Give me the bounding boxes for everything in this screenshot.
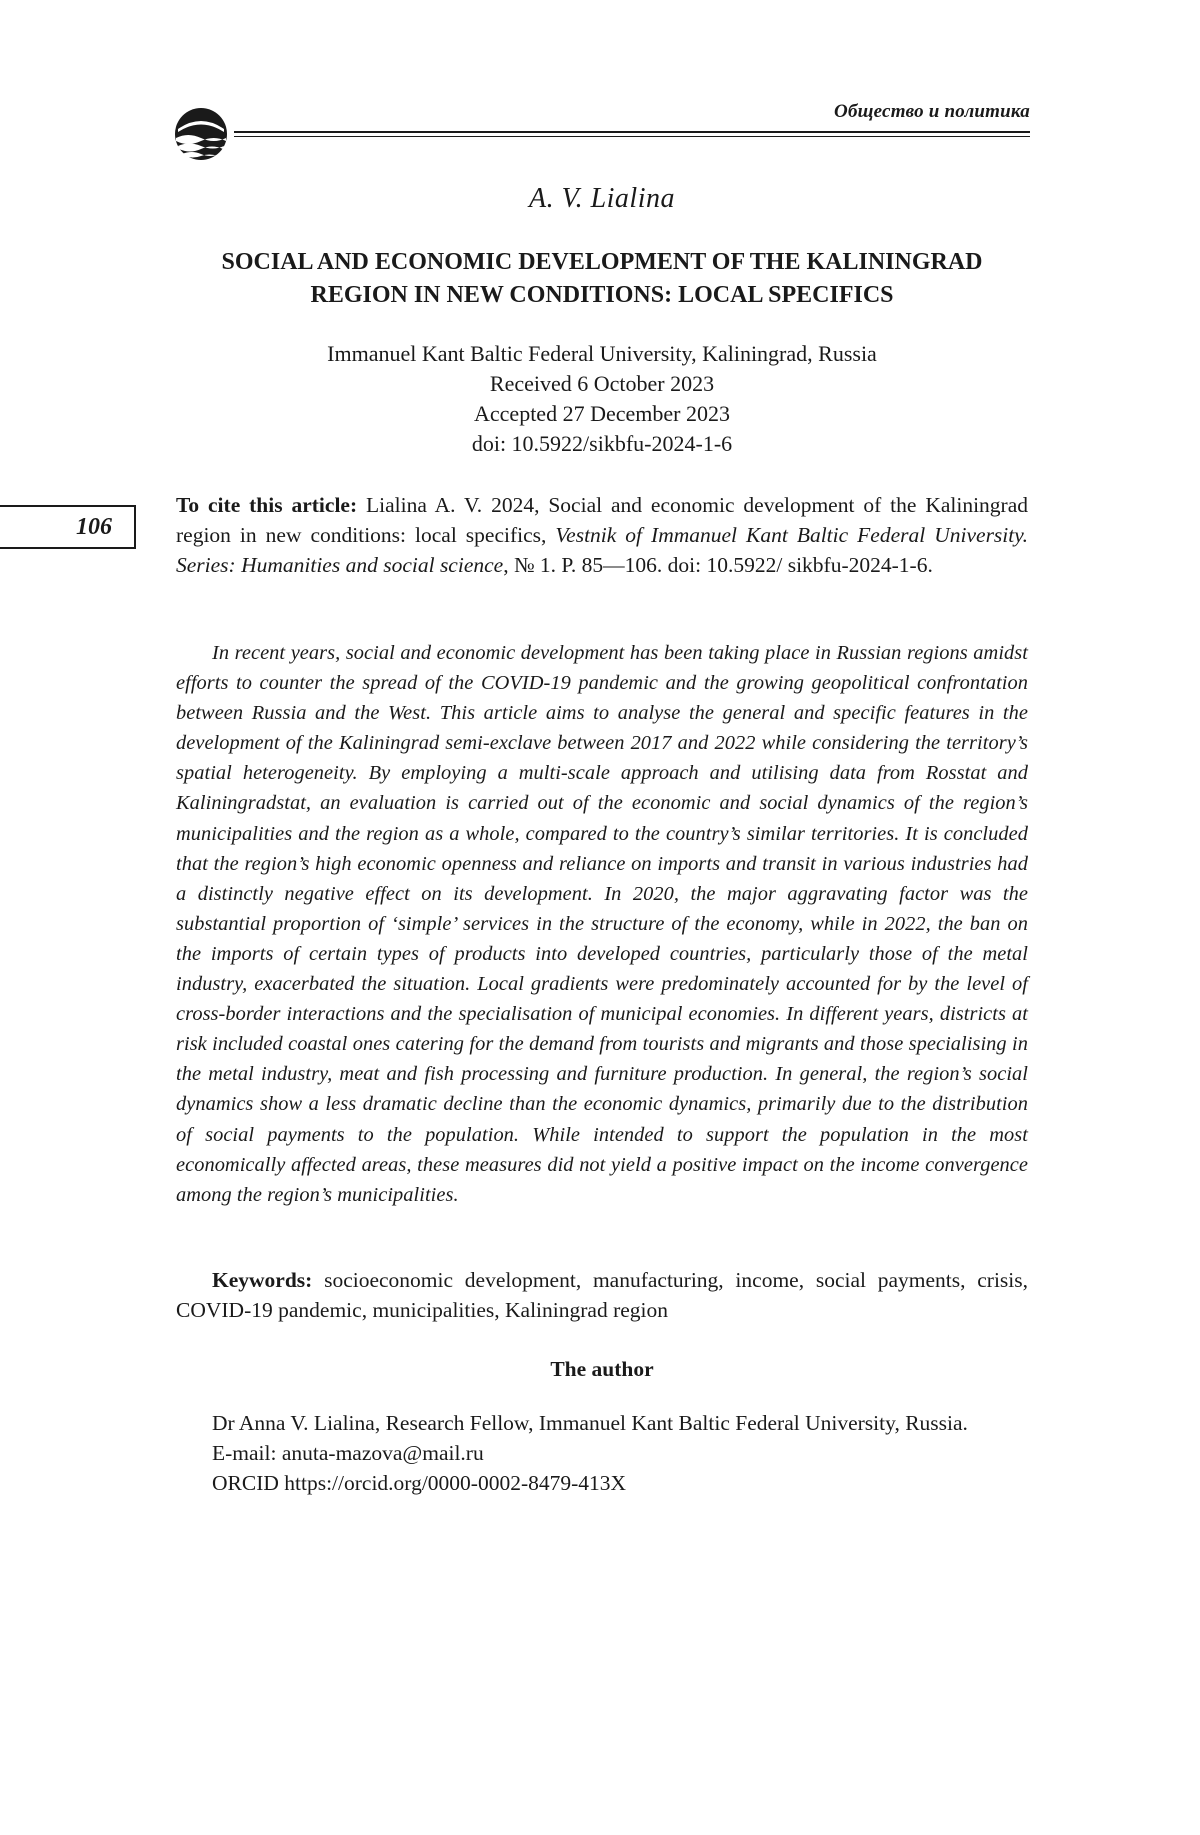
received-date: Received 6 October 2023	[489, 371, 715, 396]
article-author: A. V. Lialina	[528, 183, 675, 214]
keywords-label: Keywords:	[212, 1268, 313, 1292]
citation-pages: , № 1. P. 85—106. doi: 10.5922/ sikbfu-2024-1-6.	[503, 553, 933, 577]
wave-emblem-icon	[172, 105, 230, 163]
citation-text: Lialina A. V. 2024, Social and economic development of the Kaliningrad region in new conditions: local specifics,	[176, 493, 1029, 547]
affiliation: Immanuel Kant Baltic Federal University, Kaliningrad, Russia	[327, 341, 877, 366]
author-orcid: ORCID https://orcid.org/0000-0002-8479-413X	[212, 1471, 627, 1495]
running-header	[172, 95, 1030, 155]
citation-journal: Vestnik of Immanuel Kant Baltic Federal University. Series: Humanities and social science	[176, 523, 1028, 577]
section-title: Общество и политика	[834, 101, 1030, 122]
doi: doi: 10.5922/sikbfu-2024-1-6	[471, 431, 733, 456]
author-bio: Dr Anna V. Lialina, Research Fellow, Immanuel Kant Baltic Federal University, Russia.	[212, 1411, 968, 1435]
abstract: In recent years, social and economic development has been taking place in Russian regions amidst efforts to counter the spread of the COVID-19 pandemic and the growing geopolitical confrontation between Russia and the West. This article aims to analyse the general and specific features in the development of the Kaliningrad semi-exclave between 2017 and 2022 while considering the territory’s spatial heterogeneity. By employing a multi-scale approach and utilising data from Rosstat and Kaliningradstat, an evaluation is carried out of the economic and social dynamics of the region’s municipalities and the region as a whole, compared to the country’s similar territories. It is concluded that the region’s high economic openness and reliance on imports and transit in various industries had a distinctly negative effect on its development. In 2020, the major aggravating factor was the substantial proportion of ‘simple’ services in the structure of the economy, while in 2022, the ban on the imports of certain types of products into developed countries, particularly those of the metal industry, exacerbated the situation. Local gradients were predominately accounted for by the level of cross-border interactions and the specialisation of municipal economies. In different years, districts at risk included coastal ones catering for the demand from tourists and migrants and those specialising in the metal industry, meat and fish processing and furniture production. In general, the region’s social dynamics show a less dramatic decline than the economic dynamics, primarily due to the distribution of social payments to the population. While intended to support the population in the most economically affected areas, these measures did not yield a positive impact on the income convergence among the region’s municipalities.	[176, 642, 1028, 1206]
accepted-date: Accepted 27 December 2023	[474, 401, 730, 426]
article-title	[176, 246, 1028, 312]
header-rule-thin	[234, 136, 1030, 137]
header-rule	[234, 131, 1030, 133]
keywords	[176, 1265, 1028, 1325]
citation-label: To cite this article:	[176, 493, 358, 517]
author-email: E-mail: anuta-mazova@mail.ru	[212, 1441, 484, 1465]
page-number: 106	[76, 514, 112, 540]
title-line: SOCIAL AND ECONOMIC DEVELOPMENT OF THE KALININGRAD	[221, 249, 983, 275]
article-meta	[176, 339, 1028, 459]
page-number-box	[0, 505, 136, 549]
citation	[176, 490, 1028, 580]
keywords-text: socioeconomic development, manufacturing, income, social payments, crisis, COVID-19 pandemic, municipalities, Kaliningrad region	[176, 1268, 1028, 1322]
author-heading: The author	[550, 1357, 654, 1381]
title-line: REGION IN NEW CONDITIONS: LOCAL SPECIFICS	[310, 282, 894, 308]
author-info	[176, 1408, 1028, 1498]
